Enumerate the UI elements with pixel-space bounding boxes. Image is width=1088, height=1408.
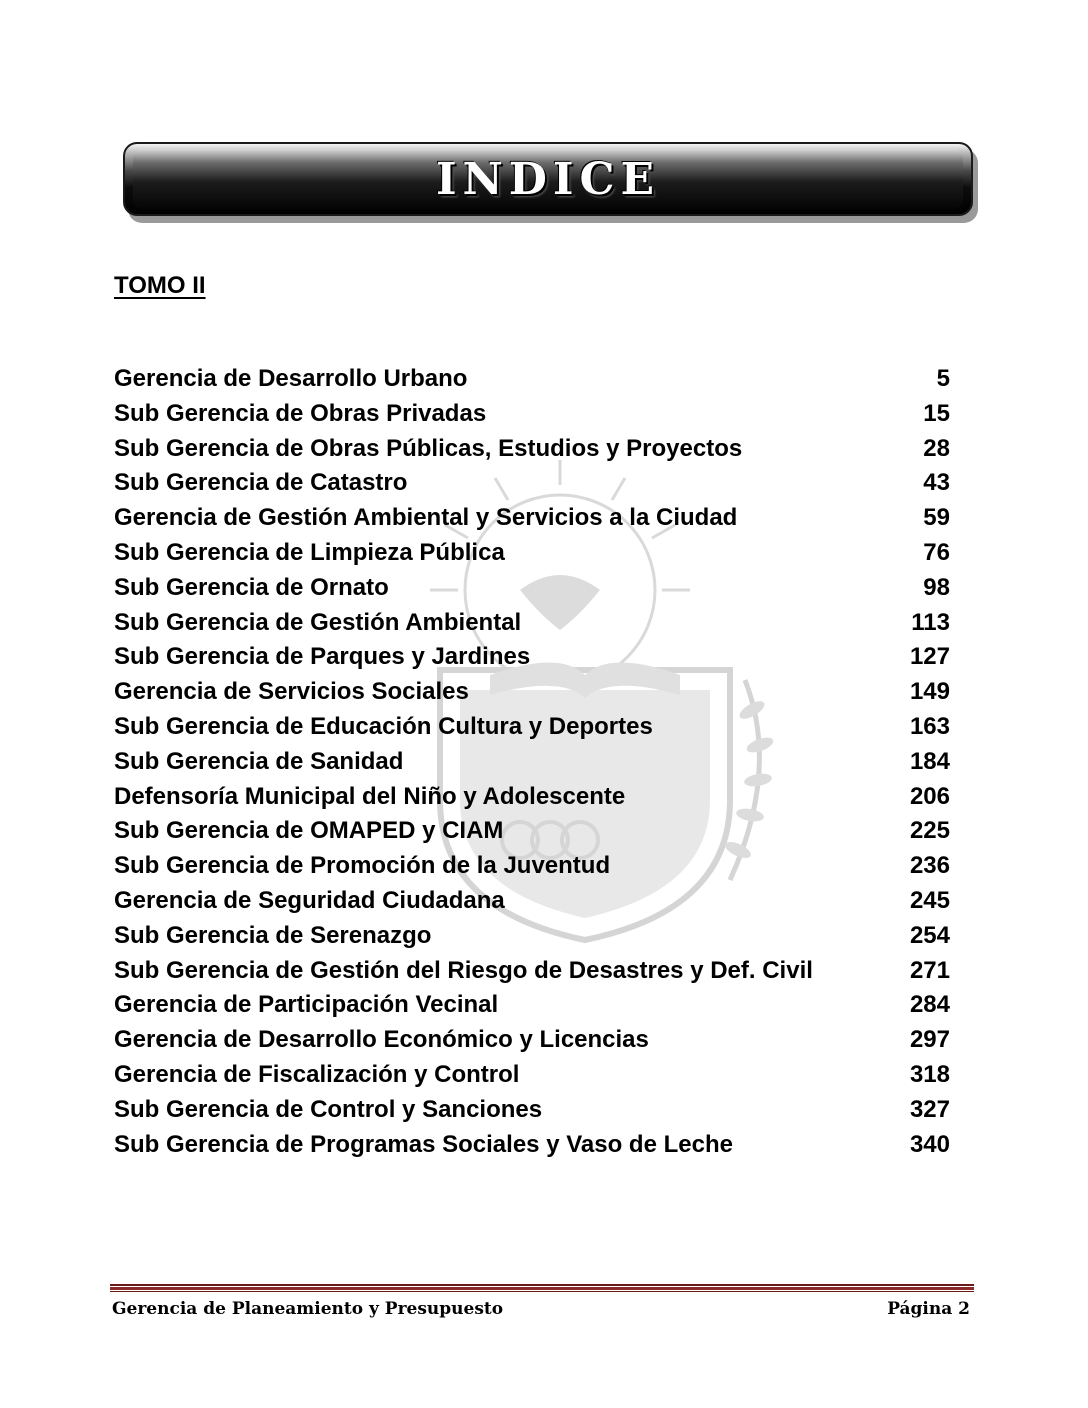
toc-entry-label: Gerencia de Fiscalización y Control (114, 1060, 520, 1088)
toc-entry (114, 397, 950, 432)
toc-entry-label: Sub Gerencia de Educación Cultura y Deportes (114, 712, 653, 740)
toc-entry-label: Sub Gerencia de Obras Privadas (114, 399, 487, 427)
toc-entry (114, 675, 950, 710)
toc-entry-label: Sub Gerencia de Promoción de la Juventud (114, 852, 611, 880)
toc-entry-label: Sub Gerencia de Gestión del Riesgo de Desastres y Def. Civil (114, 956, 813, 984)
toc-entry-page: 113 (911, 608, 950, 636)
toc-entry (114, 745, 950, 780)
toc-entry (114, 640, 950, 675)
toc-entry-page: 163 (909, 712, 950, 740)
toc-entry-page: 15 (923, 399, 950, 427)
page-title: INDICE (435, 154, 661, 205)
toc-entry (114, 1023, 950, 1058)
toc-entry-label: Sub Gerencia de Obras Públicas, Estudios y Proyectos (114, 434, 743, 462)
toc-entry-page: 245 (909, 886, 950, 914)
toc-entry (114, 849, 950, 884)
toc-entry-label: Sub Gerencia de Ornato (114, 573, 389, 601)
toc-entry-page: 59 (923, 504, 950, 532)
toc-entry-label: Sub Gerencia de Gestión Ambiental (114, 608, 522, 636)
footer-department: Gerencia de Planeamiento y Presupuesto (112, 1299, 504, 1319)
toc-entry (114, 1058, 950, 1093)
toc-entry-page: 184 (909, 747, 950, 775)
toc-entry (114, 1093, 950, 1128)
toc-entry (114, 571, 950, 606)
toc-entry-label: Gerencia de Seguridad Ciudadana (114, 886, 505, 914)
toc-entry-label: Sub Gerencia de Catastro (114, 469, 408, 497)
toc-entry-label: Gerencia de Participación Vecinal (114, 991, 499, 1019)
toc-entry (114, 606, 950, 641)
toc-entry-label: Defensoría Municipal del Niño y Adolescente (114, 782, 626, 810)
section-heading: TOMO II (114, 272, 206, 299)
toc-entry-page: 98 (923, 573, 950, 601)
toc-entry-page: 327 (909, 1095, 950, 1123)
toc-entry-page: 225 (909, 817, 950, 845)
toc-entry-page: 297 (909, 1026, 950, 1054)
toc-entry-page: 43 (923, 469, 950, 497)
toc-entry-page: 340 (909, 1130, 950, 1158)
toc-entry-page: 318 (909, 1060, 950, 1088)
toc-entry-label: Sub Gerencia de Control y Sanciones (114, 1095, 543, 1123)
title-banner (123, 142, 973, 216)
footer-divider (110, 1284, 974, 1293)
toc-entry (114, 954, 950, 989)
toc-entry-label: Sub Gerencia de Programas Sociales y Vaso de Leche (114, 1130, 733, 1158)
toc-entry-page: 5 (936, 365, 950, 392)
toc-entry (114, 536, 950, 571)
toc-entry-page: 149 (909, 678, 950, 706)
toc-entry (114, 432, 950, 467)
toc-entry-page: 206 (909, 782, 950, 810)
toc-entry (114, 919, 950, 954)
toc-entry (114, 780, 950, 815)
toc-entry-label: Sub Gerencia de Serenazgo (114, 921, 432, 949)
toc-entry (114, 362, 950, 397)
footer-page-number: Página 2 (887, 1299, 970, 1319)
toc-entry (114, 710, 950, 745)
toc-entry (114, 1128, 950, 1163)
toc-entry-label: Gerencia de Desarrollo Económico y Licencias (114, 1026, 649, 1054)
toc-entry (114, 884, 950, 919)
toc-entry-page: 127 (909, 643, 950, 671)
toc-entry-page: 254 (909, 921, 950, 949)
toc-entry-page: 236 (909, 852, 950, 880)
toc-entry-page: 76 (923, 538, 950, 566)
toc-entry-label: Sub Gerencia de Parques y Jardines (114, 643, 531, 671)
toc-entry-label: Sub Gerencia de Sanidad (114, 747, 404, 775)
toc-entry (114, 814, 950, 849)
toc-entry-label: Sub Gerencia de Limpieza Pública (114, 538, 505, 566)
toc-entry-page: 271 (909, 956, 950, 984)
toc-entry-page: 28 (923, 434, 950, 462)
toc-list (114, 362, 950, 1162)
toc-entry-label: Sub Gerencia de OMAPED y CIAM (114, 817, 504, 845)
toc-entry-label: Gerencia de Servicios Sociales (114, 678, 469, 706)
toc-entry (114, 988, 950, 1023)
toc-entry (114, 466, 950, 501)
toc-entry-label: Gerencia de Desarrollo Urbano (114, 365, 468, 392)
toc-entry (114, 501, 950, 536)
toc-entry-label: Gerencia de Gestión Ambiental y Servicios a la Ciudad (114, 504, 738, 532)
toc-entry-page: 284 (909, 991, 950, 1019)
